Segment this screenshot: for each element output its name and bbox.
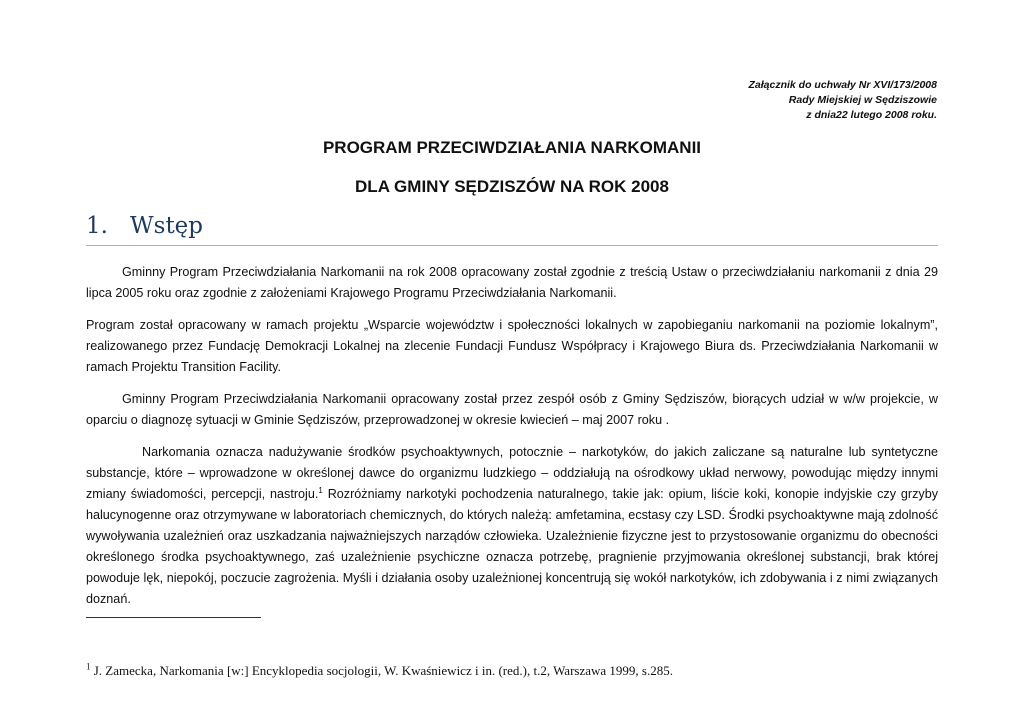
paragraph-4-part-b: Rozróżniamy narkotyki pochodzenia naturalnego, takie jak: opium, liście koki, konopie indyjskie czy grzyby halucynogenne oraz otrzymywane w laboratoriach chemicznych, do których należą: amfetamina, ecstasy czy LSD. Środki psychoaktywne mają zdolność wywoływania uzależnień oraz uszkadzania najważniejszych narządów człowieka. Uzależnienie fizyczne jest to przystosowanie organizmu do obecności określonego środka psychoaktywnego, zaś uzależnienie psychiczne oznacza potrzebę, pragnienie przyjmowania określonej substancji, brak której powoduje lęk, niepokój, poczucie zagrożenia. Myśli i działania osoby uzależnionej koncentrują się wokół narkotyków, ich zdobywania i z nimi związanych doznań. xyxy=(86,487,938,606)
paragraph-4-part-a: Narkomania oznacza nadużywanie środków psychoaktywnych, potocznie – narkotyków, do jakich zaliczane są naturalne lub syntetyczne substancje, które – wprowadzone w określonej dawce do organizmu ludzkiego – oddziałują na ośrodkowy układ nerwowy, powodując między innymi zmiany świadomości, percepcji, nastroju. xyxy=(86,445,938,501)
footnote-text: J. Zamecka, Narkomania [w:] Encyklopedia socjologii, W. Kwaśniewicz i in. (red.), t.2, Warszawa 1999, s.285. xyxy=(90,663,673,678)
paragraph-1 xyxy=(86,262,938,304)
paragraph-1-text: Gminny Program Przeciwdziałania Narkomanii na rok 2008 opracowany został zgodnie z treścią Ustaw o przeciwdziałaniu narkomanii z dnia 29 lipca 2005 roku oraz zgodnie z założeniami Krajowego Programu Przeciwdziałania Narkomanii. xyxy=(86,265,938,300)
paragraph-3 xyxy=(86,389,938,431)
annex-note xyxy=(748,78,937,123)
annex-line-3: z dnia22 lutego 2008 roku. xyxy=(806,109,937,121)
footnote xyxy=(86,663,673,679)
annex-line-2: Rady Miejskiej w Sędziszowie xyxy=(788,94,937,106)
paragraph-2 xyxy=(86,315,938,378)
section-title: Wstęp xyxy=(130,213,204,239)
document-title-line-2: DLA GMINY SĘDZISZÓW NA ROK 2008 xyxy=(355,177,669,196)
section-heading xyxy=(86,213,938,246)
paragraph-2-text: Program został opracowany w ramach projektu „Wsparcie województw i społeczności lokalnych w zapobieganiu narkomanii na poziomie lokalnym”, realizowanego przez Fundację Demokracji Lokalnej na zlecenie Fundacji Fundusz Współpracy i Krajowego Biura ds. Przeciwdziałania Narkomanii w ramach Projektu Transition Facility. xyxy=(86,318,938,374)
paragraph-3-text: Gminny Program Przeciwdziałania Narkomanii opracowany został przez zespół osób z Gminy Sędziszów, biorących udział w w/w projekcie, w oparciu o diagnozę sytuacji w Gminie Sędziszów, przeprowadzonej w okresie kwiecień – maj 2007 roku . xyxy=(86,392,938,427)
document-title-line-1: PROGRAM PRZECIWDZIAŁANIA NARKOMANII xyxy=(322,138,702,157)
annex-line-1: Załącznik do uchwały Nr XVI/173/2008 xyxy=(748,79,937,91)
paragraph-4-text xyxy=(86,442,938,610)
paragraph-4 xyxy=(86,442,938,610)
footnote-separator xyxy=(86,617,261,618)
footnote-number: 1 xyxy=(86,661,91,672)
section-number: 1. xyxy=(86,213,108,239)
footnote-reference[interactable]: 1 xyxy=(318,485,323,495)
